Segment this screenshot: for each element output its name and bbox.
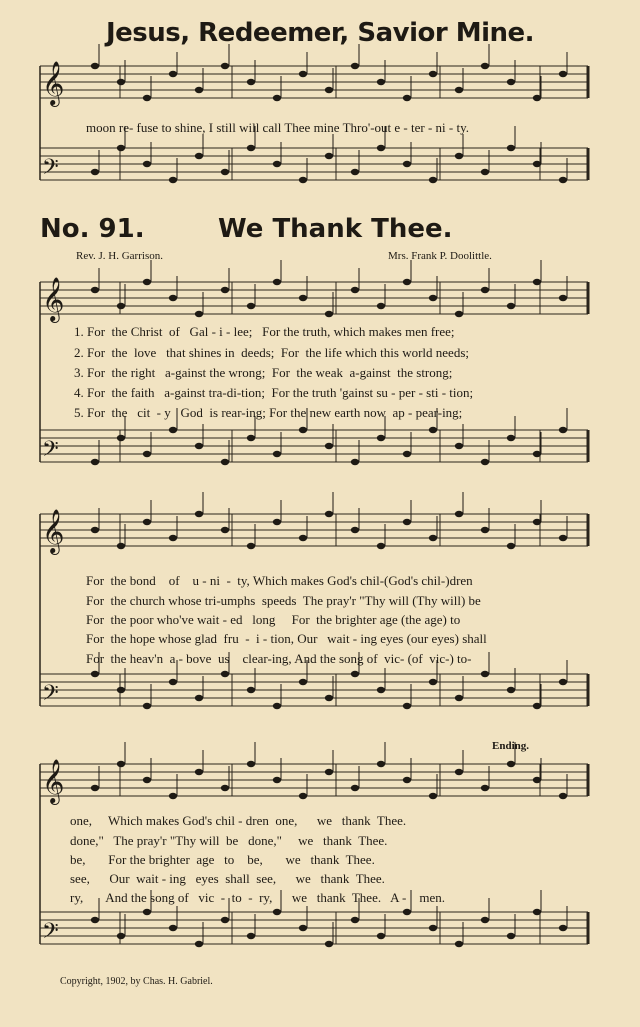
svg-text:𝄢: 𝄢 <box>42 919 59 949</box>
previous-hymn-lyric: moon re- fuse to shine, I still will call Thee mine Thro'-out e - ter - ni - ty. <box>86 120 469 135</box>
verse-line: For the heav'n a - bove us clear-ing, And the song of vic- (of vic-) to- <box>86 651 472 666</box>
verse-line: For the hope whose glad fru - i - tion, Our wait - ing eyes (our eyes) shall <box>86 631 487 646</box>
svg-text:𝄢: 𝄢 <box>42 155 59 185</box>
hymn-number: No. 91. <box>40 214 145 244</box>
svg-text:𝄢: 𝄢 <box>42 437 59 467</box>
verse-line: For the church whose tri-umphs speeds The pray'r "Thy will (Thy will) be <box>86 593 481 608</box>
svg-text:𝄞: 𝄞 <box>42 759 65 803</box>
verse-line: For the poor who've wait - ed long For the brighter age (the age) to <box>86 612 461 627</box>
staff <box>40 492 588 555</box>
hymn-title: We Thank Thee. <box>218 214 453 244</box>
verse-line: ry, And the song of vic - to - ry, we thank Thee. A - men. <box>70 890 446 905</box>
staff <box>40 44 588 107</box>
svg-text:𝄞: 𝄞 <box>42 61 65 105</box>
verse-line: see, Our wait - ing eyes shall see, we thank Thee. <box>70 871 385 886</box>
verse-line: done," The pray'r "Thy will be done," we thank Thee. <box>70 833 388 848</box>
previous-hymn-title: Jesus, Redeemer, Savior Mine. <box>105 18 535 48</box>
verse-line: 3. For the right a-gainst the wrong; For the weak a-gainst the strong; <box>74 365 453 380</box>
verse-line: 1. For the Christ of Gal - i - lee; For the truth, which makes men free; <box>74 324 455 339</box>
svg-text:𝄢: 𝄢 <box>42 681 59 711</box>
verse-line: For the bond of u - ni - ty, Which makes God's chil-(God's chil-)dren <box>86 573 473 588</box>
verse-line: be, For the brighter age to be, we thank Thee. <box>70 852 375 867</box>
verse-line: 4. For the faith a-gainst tra-di-tion; For the truth 'gainst su - per - sti - tion; <box>74 385 474 400</box>
staff <box>40 260 588 323</box>
composer: Mrs. Frank P. Doolittle. <box>388 250 492 262</box>
ending-label: Ending. <box>492 740 529 752</box>
verse-line: 2. For the love that shines in deeds; For the life which this world needs; <box>74 345 469 360</box>
svg-text:𝄞: 𝄞 <box>42 509 65 553</box>
verse-line: one, Which makes God's chil - dren one, we thank Thee. <box>70 813 407 828</box>
verse-line: 5. For the cit - y God is rear-ing; For the new earth now ap - pear-ing; <box>74 405 463 420</box>
lyricist: Rev. J. H. Garrison. <box>76 250 163 262</box>
svg-text:𝄞: 𝄞 <box>42 277 65 321</box>
copyright: Copyright, 1902, by Chas. H. Gabriel. <box>60 976 213 987</box>
